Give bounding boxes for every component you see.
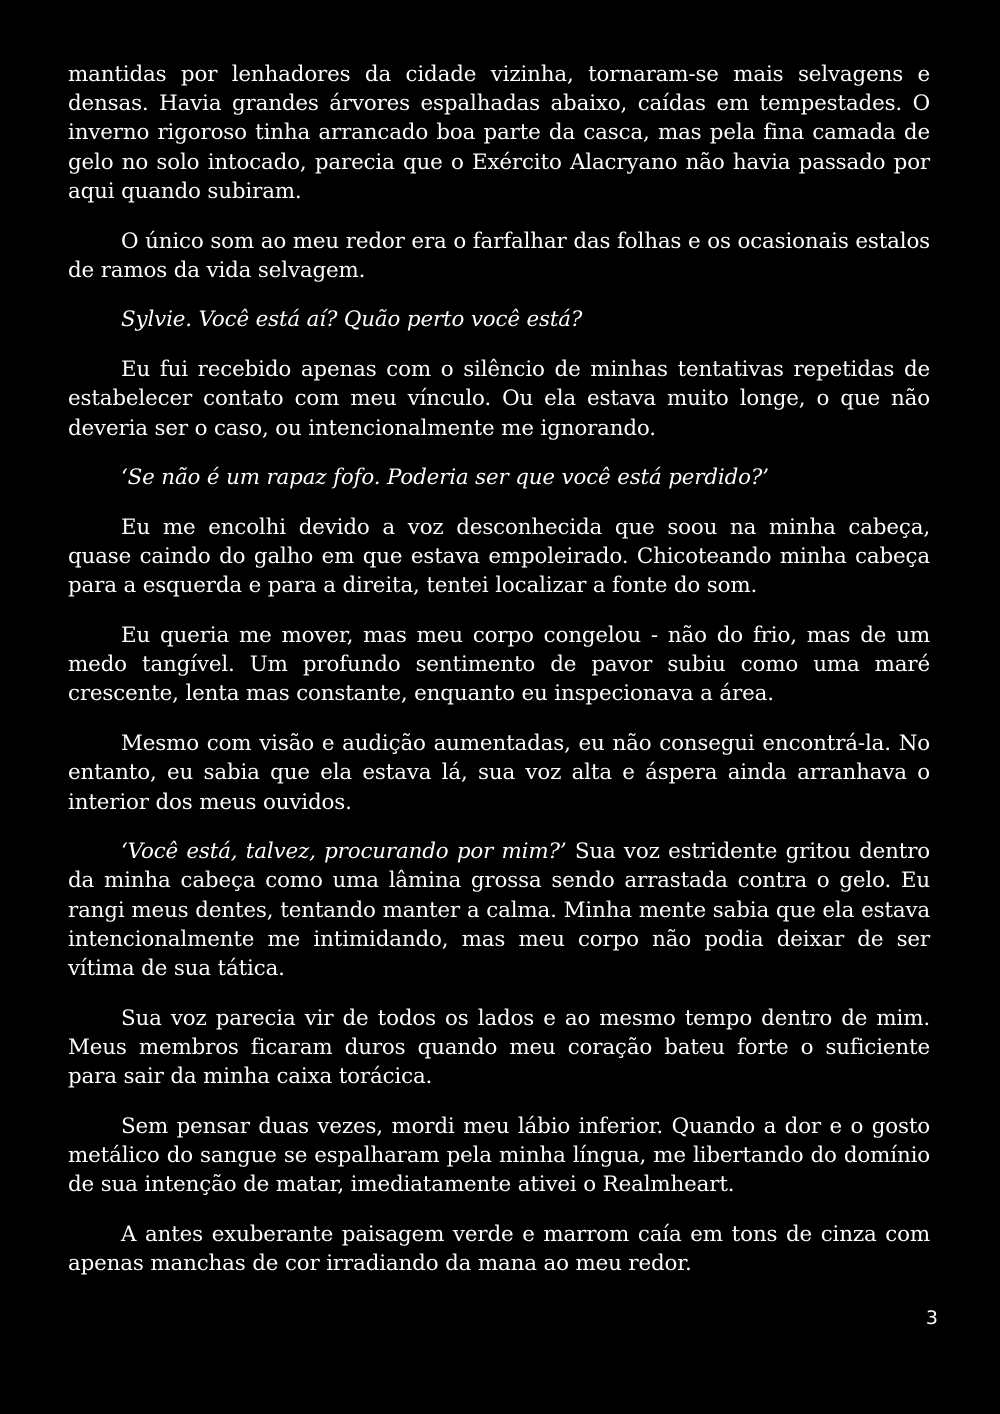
paragraph-9 xyxy=(68,837,930,983)
paragraph-9-italic-dialogue: ‘Você está, talvez, procurando por mim?’ xyxy=(121,839,567,865)
paragraph-12: A antes exuberante paisagem verde e marrom caía em tons de cinza com apenas manchas de cor irradiando da mana ao meu redor. xyxy=(68,1222,930,1277)
paragraph-2: O único som ao meu redor era o farfalhar das folhas e os ocasionais estalos de ramos da vida selvagem. xyxy=(68,228,930,283)
paragraph-5-italic-dialogue: ‘Se não é um rapaz fofo. Poderia ser que você está perdido?’ xyxy=(121,465,769,491)
page-number: 3 xyxy=(925,1307,938,1329)
paragraph-7: Eu queria me mover, mas meu corpo congelou - não do frio, mas de um medo tangível. Um profundo sentimento de pavor subiu como uma maré crescente, lenta mas constante, enquanto eu inspecionava a área. xyxy=(68,623,930,707)
paragraph-11: Sem pensar duas vezes, mordi meu lábio inferior. Quando a dor e o gosto metálico do sangue se espalharam pela minha língua, me libertando do domínio de sua intenção de matar, imediatamente ativei o Realmheart. xyxy=(68,1113,930,1198)
paragraph-10: Sua voz parecia vir de todos os lados e ao mesmo tempo dentro de mim. Meus membros ficaram duros quando meu coração bateu forte o suficiente para sair da minha caixa torácica. xyxy=(68,1005,930,1090)
paragraph-8: Mesmo com visão e audição aumentadas, eu não consegui encontrá-la. No entanto, eu sabia que ela estava lá, sua voz alta e áspera ainda arranhava o interior dos meus ouvidos. xyxy=(68,731,930,815)
paragraph-1: mantidas por lenhadores da cidade vizinha, tornaram-se mais selvagens e densas. Havia grandes árvores espalhadas abaixo, caídas em tempestades. O inverno rigoroso tinha arrancado boa parte da casca, mas pela fina camada de gelo no solo intocado, parecia que o Exército Alacryano não havia passado por aqui quando subiram. xyxy=(68,62,930,204)
paragraph-9-rest: Sua voz estridente gritou dentro da minha cabeça como uma lâmina grossa sendo arrastada contra o gelo. Eu rangi meus dentes, tentando manter a calma. Minha mente sabia que ela estava intencionalmente me intimidando, mas meu corpo não podia deixar de ser vítima de sua tática. xyxy=(68,839,931,982)
paragraph-6: Eu me encolhi devido a voz desconhecida que soou na minha cabeça, quase caindo do galho em que estava empoleirado. Chicoteando minha cabeça para a esquerda e para a direita, tentei localizar a fonte do som. xyxy=(68,514,930,599)
paragraph-3-italic-thought: Sylvie. Você está aí? Quão perto você está? xyxy=(121,307,583,333)
paragraph-4: Eu fui recebido apenas com o silêncio de minhas tentativas repetidas de estabelecer contato com meu vínculo. Ou ela estava muito longe, o que não deveria ser o caso, ou intencionalmente me ignorando. xyxy=(68,357,930,441)
body-text xyxy=(68,60,930,1299)
